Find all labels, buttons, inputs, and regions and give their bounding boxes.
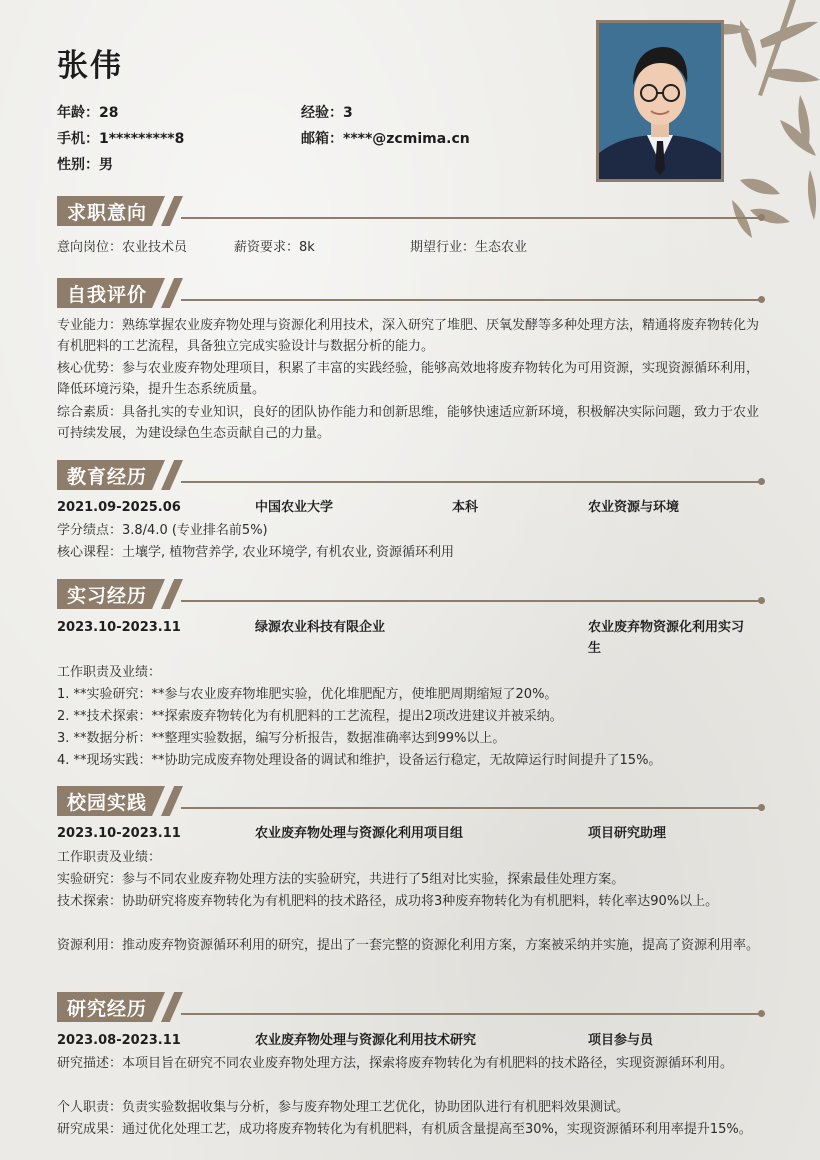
campus-duty-title: 工作职责及业绩： [57, 850, 162, 865]
intern-period: 2023.10-2023.11 [57, 620, 181, 635]
self-eval-p2: 核心优势：参与农业废弃物处理项目，积累了丰富的实践经验，能够高效地将废弃物转化为可用资源，实现资源循环利用，降低环境污染，提升生态系统质量。 [57, 361, 760, 397]
campus-p3: 资源利用：推动废弃物资源循环利用的研究，提出了一套完整的资源化利用方案，方案被采纳并实施，提高了资源利用率。 [57, 938, 760, 953]
section-self-eval [57, 278, 765, 308]
phone: 手机：1*********8 [57, 131, 185, 147]
research-role: 项目参与员 [588, 1033, 654, 1048]
section-education [57, 460, 765, 490]
avatar-portrait-icon [599, 23, 721, 179]
intent-salary: 薪资要求：8k [234, 240, 315, 255]
research-project: 农业废弃物处理与资源化利用技术研究 [255, 1033, 477, 1048]
edu-degree: 本科 [452, 500, 479, 515]
campus-p1: 实验研究：参与不同农业废弃物处理方法的实验研究，共进行了5组对比实验，探索最佳处理方案。 [57, 872, 625, 887]
intern-item: 1. **实验研究：**参与农业废弃物堆肥实验，优化堆肥配方，使堆肥周期缩短了20%。 [57, 687, 558, 702]
section-internship [57, 579, 765, 609]
section-title: 教育经历 [67, 466, 148, 488]
edu-major: 农业资源与环境 [588, 500, 680, 515]
edu-school: 中国农业大学 [255, 500, 334, 515]
intern-role: 农业废弃物资源化利用实习 [588, 620, 745, 635]
intern-item: 3. **数据分析：**整理实验数据，编写分析报告，数据准确率达到99%以上。 [57, 731, 506, 746]
research-p3: 研究成果：通过优化处理工艺，成功将废弃物转化为有机肥料，有机质含量提高至30%，实现资源循环利用率提升15%。 [57, 1122, 752, 1137]
section-title: 求职意向 [67, 202, 148, 224]
section-title: 自我评价 [67, 284, 148, 306]
campus-project: 农业废弃物处理与资源化利用项目组 [255, 826, 464, 841]
research-p1: 研究描述：本项目旨在研究不同农业废弃物处理方法，探索将废弃物转化为有机肥料的技术路径，实现资源循环利用。 [57, 1056, 734, 1071]
section-title: 实习经历 [67, 585, 148, 607]
campus-period: 2023.10-2023.11 [57, 826, 181, 841]
self-eval-p3: 综合素质：具备扎实的专业知识，良好的团队协作能力和创新思维，能够快速适应新环境，积极解决实际问题，致力于农业可持续发展，为建设绿色生态贡献自己的力量。 [57, 405, 760, 441]
self-eval-p1: 专业能力：熟练掌握农业废弃物处理与资源化利用技术，深入研究了堆肥、厌氧发酵等多种处理方法，精通将废弃物转化为有机肥料的工艺流程，具备独立完成实验设计与数据分析的能力。 [57, 318, 760, 354]
research-p2: 个人职责：负责实验数据收集与分析，参与废弃物处理工艺优化，协助团队进行有机肥料效果测试。 [57, 1100, 630, 1115]
gender: 性别：男 [57, 157, 113, 173]
campus-p2: 技术探索：协助研究将废弃物转化为有机肥料的技术路径，成功将3种废弃物转化为有机肥料，转化率达90%以上。 [57, 894, 719, 909]
intent-position: 意向岗位：农业技术员 [57, 240, 188, 255]
section-research [57, 992, 765, 1022]
email: 邮箱：****@zcmima.cn [301, 131, 470, 147]
profile-photo [596, 20, 724, 182]
section-title: 校园实践 [67, 792, 148, 814]
candidate-name: 张伟 [57, 48, 123, 84]
section-title: 研究经历 [67, 998, 148, 1020]
intern-company: 绿源农业科技有限企业 [255, 620, 386, 635]
section-intent [57, 196, 765, 226]
edu-courses: 核心课程：土壤学, 植物营养学, 农业环境学, 有机农业, 资源循环利用 [57, 545, 455, 560]
section-campus [57, 786, 765, 816]
intern-role-cont: 生 [588, 641, 602, 656]
intern-duty-title: 工作职责及业绩： [57, 665, 162, 680]
campus-role: 项目研究助理 [588, 826, 667, 841]
edu-gpa: 学分绩点：3.8/4.0 (专业排名前5%) [57, 523, 268, 538]
edu-period: 2021.09-2025.06 [57, 500, 181, 515]
intern-item: 2. **技术探索：**探索废弃物转化为有机肥料的工艺流程，提出2项改进建议并被采纳。 [57, 709, 563, 724]
intern-item: 4. **现场实践：**协助完成废弃物处理设备的调试和维护，设备运行稳定，无故障运行时间提升了15%。 [57, 753, 662, 768]
experience: 经验：3 [301, 105, 353, 121]
age: 年龄：28 [57, 105, 119, 121]
research-period: 2023.08-2023.11 [57, 1033, 181, 1048]
intent-industry: 期望行业：生态农业 [410, 240, 528, 255]
